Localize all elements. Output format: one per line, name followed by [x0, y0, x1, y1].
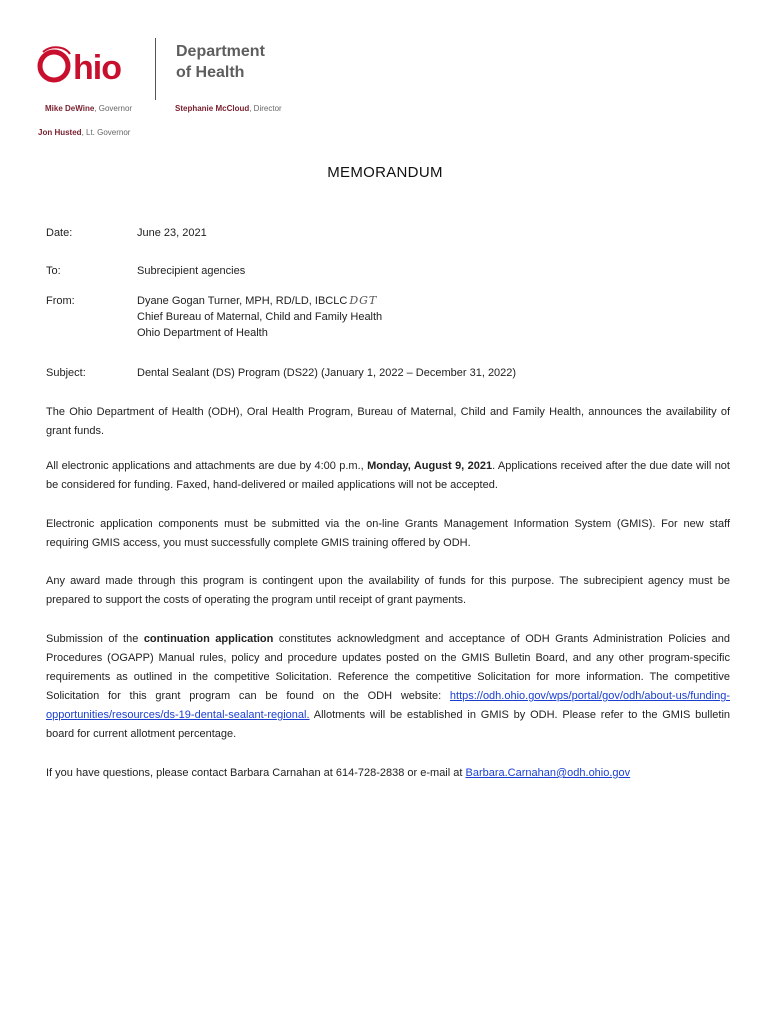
date-value: June 23, 2021	[137, 227, 207, 239]
to-value: Subrecipient agencies	[137, 265, 246, 277]
to-label: To:	[46, 265, 61, 277]
ohio-logo-graphic	[37, 44, 143, 84]
continuation-bold: continuation application	[143, 633, 274, 645]
continuation-text-2: constitutes acknowledgment and acceptance of ODH Grants Administration Policies and Procedures (OGAPP) Manual rules, policy and procedure updates posted on the GMIS Bulletin Board, and any other program-specific requirements as outlined in the competitive Solicitation. Reference the competitive Solicitation for more information. The competitive Solicitation for this grant program can be found on the ODH website:	[46, 633, 730, 702]
from-line-3: Ohio Department of Health	[137, 327, 268, 339]
continuation-text-1: Submission of the	[46, 633, 144, 645]
signature-initials: DGT	[349, 294, 378, 307]
from-line-2: Chief Bureau of Maternal, Child and Family Health	[137, 311, 383, 323]
department-line-2: of Health	[176, 64, 245, 81]
continuation-text-3: Allotments will be established in GMIS by ODH. Please refer to the GMIS bulletin board for current allotment percentage.	[46, 709, 730, 740]
subject-value: Dental Sealant (DS) Program (DS22) (January 1, 2022 – December 31, 2022)	[137, 367, 517, 379]
director-title: , Director	[249, 104, 282, 113]
paragraph-continuation	[46, 630, 730, 744]
governor-title: , Governor	[94, 104, 133, 113]
due-date-text-2: . Applications received after the due date will not be considered for funding. Faxed, hand-delivered or mailed applications will not be accepted.	[46, 460, 730, 491]
ohio-logo	[37, 44, 143, 84]
department-line-1: Department	[176, 43, 265, 60]
paragraph-gmis: Electronic application components must be submitted via the on-line Grants Management Information System (GMIS). For new staff requiring GMIS access, you must successfully complete GMIS training offered by ODH.	[46, 518, 730, 549]
director-line	[175, 104, 282, 113]
date-label: Date:	[46, 227, 73, 239]
governor-line	[45, 104, 132, 113]
from-name: Dyane Gogan Turner, MPH, RD/LD, IBCLC	[137, 295, 348, 307]
lt-governor-title: , Lt. Governor	[81, 128, 131, 137]
lt-governor-line	[38, 128, 130, 137]
contact-email-link[interactable]: Barbara.Carnahan@odh.ohio.gov	[465, 767, 631, 779]
due-date-bold: Monday, August 9, 2021	[367, 460, 493, 472]
paragraph-contact	[46, 764, 730, 783]
solicitation-link[interactable]: https://odh.ohio.gov/wps/portal/gov/odh/about-us/funding-opportunities/resources/ds-19-dental-sealant-regional.	[46, 690, 730, 721]
governor-name: Mike DeWine	[45, 104, 95, 113]
contact-text: If you have questions, please contact Barbara Carnahan at 614-728-2838 or e-mail at	[46, 767, 466, 779]
department-name	[176, 41, 265, 83]
subject-label: Subject:	[46, 367, 86, 379]
paragraph-award: Any award made through this program is contingent upon the availability of funds for this purpose. The subrecipient agency must be prepared to support the costs of operating the program until receipt of grant payments.	[46, 575, 730, 606]
header-divider	[155, 38, 156, 100]
from-label: From:	[46, 295, 75, 307]
director-name: Stephanie McCloud	[175, 104, 250, 113]
svg-text:hio: hio	[73, 49, 121, 84]
from-value	[137, 293, 382, 341]
paragraph-due-date	[46, 457, 730, 495]
due-date-text-1: All electronic applications and attachments are due by 4:00 p.m.,	[46, 460, 368, 472]
lt-governor-name: Jon Husted	[38, 128, 82, 137]
memo-title: MEMORANDUM	[327, 164, 443, 181]
from-line-1	[137, 293, 382, 309]
paragraph-announcement: The Ohio Department of Health (ODH), Oral Health Program, Bureau of Maternal, Child and Family Health, announces the availability of grant funds.	[46, 406, 730, 437]
